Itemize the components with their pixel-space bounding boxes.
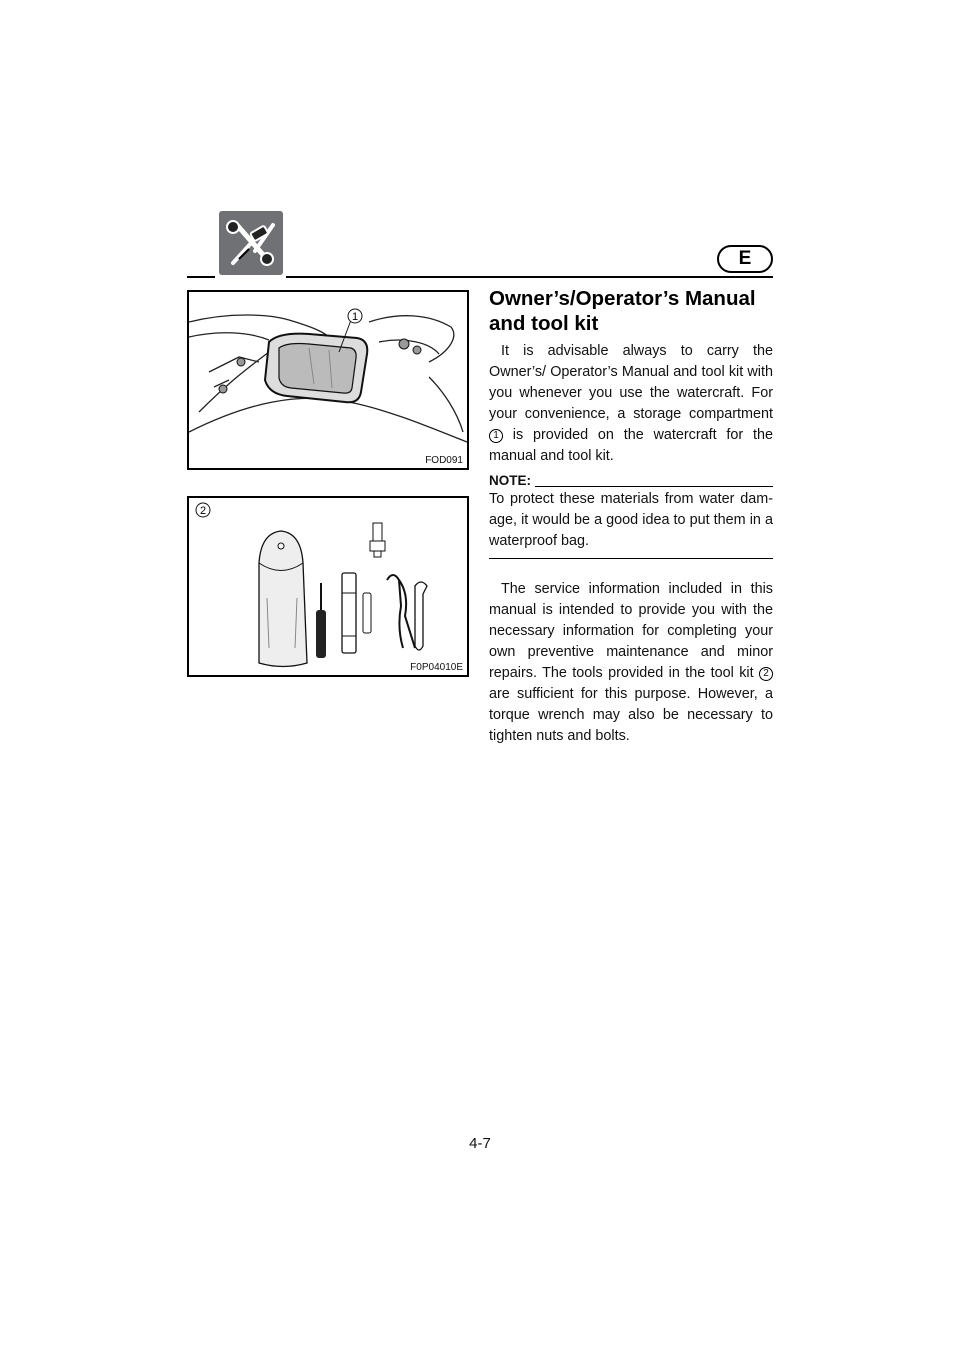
intro-text-part1: It is advisable always to carry the Owner’s/ Operator’s Manual and tool kit with you whenever you use the watercraft. For your convenience, a storage compartment <box>489 343 773 422</box>
note-header <box>489 473 773 489</box>
storage-compartment-illustration <box>189 292 467 468</box>
section-title-line1: Owner’s/Operator’s Manual <box>489 287 756 310</box>
note-rule <box>535 486 773 487</box>
intro-paragraph <box>489 341 773 467</box>
callout-2: 2 <box>759 667 773 681</box>
figure-code: FOD091 <box>425 455 463 466</box>
note-label: NOTE: <box>489 473 531 488</box>
page-number: 4-7 <box>469 1135 491 1152</box>
tools-icon-graphic <box>219 211 283 275</box>
note-text: To protect these materials from water dam-age, it would be a good idea to put them in a waterproof bag. <box>489 489 773 559</box>
language-badge: E <box>717 245 773 273</box>
section-content <box>489 286 773 747</box>
header-rule <box>286 276 773 278</box>
figure-callout-2: 2 <box>199 505 207 517</box>
service-paragraph <box>489 579 773 747</box>
section-title <box>489 286 773 336</box>
tools-icon <box>219 211 283 275</box>
header-rule <box>187 276 215 278</box>
figure-tool-kit <box>187 496 469 677</box>
section-title-line2: and tool kit <box>489 312 599 335</box>
tool-kit-illustration <box>189 498 467 675</box>
service-text-part1: The service information included in this manual is intended to provide you with the necessary information for completing your own preventive maintenance and minor repairs. The tools provided in the tool kit <box>489 581 773 681</box>
service-text-part2: are sufficient for this purpose. However, a torque wrench may also be necessary to tighten nuts and bolts. <box>489 686 773 744</box>
figure-code: F0P04010E <box>410 662 463 673</box>
figure-storage-compartment <box>187 290 469 470</box>
intro-text-part2: is provided on the watercraft for the manual and tool kit. <box>489 427 773 464</box>
callout-1: 1 <box>489 429 503 443</box>
figure-callout-1: 1 <box>351 311 359 323</box>
